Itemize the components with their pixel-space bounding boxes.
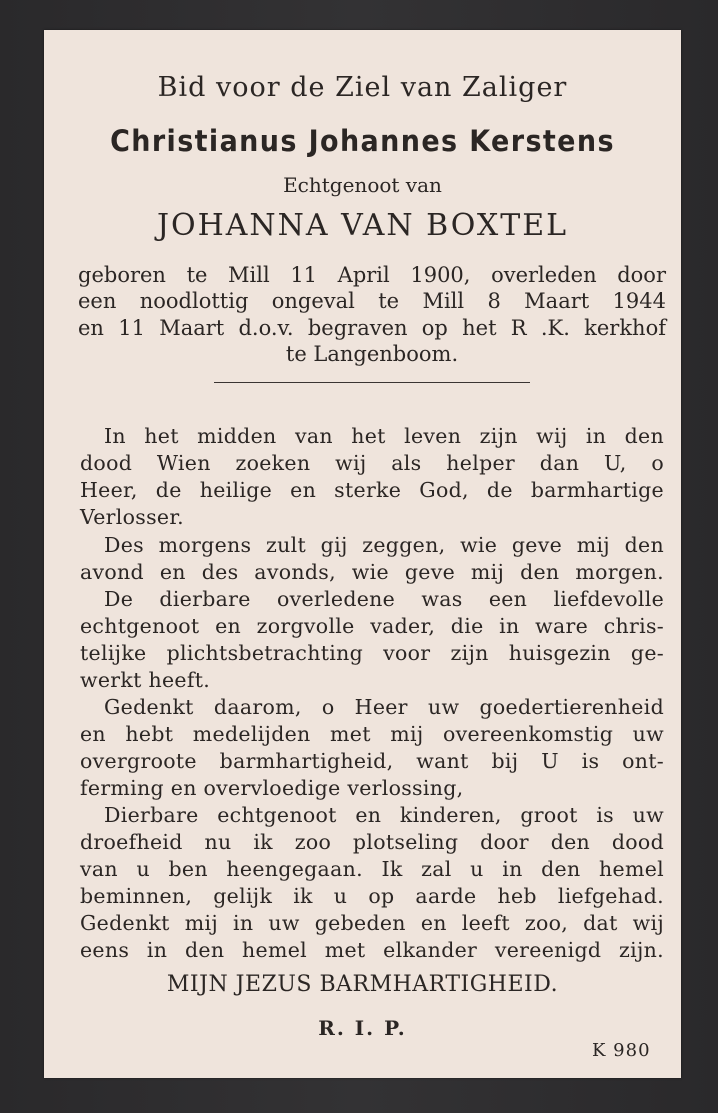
- body-line: Dierbare echtgenoot en kinderen, groot is uw: [104, 803, 664, 827]
- body-line: droefheid nu ik zoo plotseling door den dood: [80, 830, 664, 854]
- body-line: dood Wien zoeken wij als helper dan U, o: [80, 451, 664, 475]
- bio-line: een noodlottig ongeval te Mill 8 Maart 1944: [78, 289, 666, 313]
- print-code: K 980: [592, 1040, 651, 1061]
- closing-motto: MIJN JEZUS BARMHARTIGHEID.: [166, 972, 559, 997]
- body-line: eens in den hemel met elkander vereenigd zijn.: [80, 938, 664, 962]
- divider-rule: [214, 382, 530, 383]
- spouse-name: JOHANNA VAN BOXTEL: [156, 208, 569, 243]
- deceased-name: Christianus Johannes Kerstens: [110, 124, 615, 158]
- body-line: beminnen, gelijk ik u op aarde heb liefgehad.: [80, 884, 664, 908]
- body-line: Heer, de heilige en sterke God, de barmhartige: [80, 478, 664, 502]
- spouse-label: Echtgenoot van: [283, 173, 442, 197]
- invocation-heading: Bid voor de Ziel van Zaliger: [157, 72, 568, 103]
- body-line: Gedenkt daarom, o Heer uw goedertierenheid: [104, 695, 664, 719]
- bio-line: geboren te Mill 11 April 1900, overleden door: [78, 263, 666, 287]
- bio-line: en 11 Maart d.o.v. begraven op het R .K. kerkhof: [78, 316, 666, 340]
- body-line: Gedenkt mij in uw gebeden en leeft zoo, dat wij: [80, 911, 664, 935]
- body-line: echtgenoot en zorgvolle vader, die in ware chris-: [80, 614, 664, 638]
- rip-line: R. I. P.: [318, 1016, 407, 1040]
- body-line: van u ben heengegaan. Ik zal u in den hemel: [80, 857, 664, 881]
- body-line: Des morgens zult gij zeggen, wie geve mij den: [104, 533, 664, 557]
- bio-line: te Langenboom.: [285, 342, 459, 366]
- body-line: Verlosser.: [80, 505, 184, 529]
- body-line: overgroote barmhartigheid, want bij U is ont-: [80, 749, 664, 773]
- body-line: telijke plichtsbetrachting voor zijn huisgezin ge-: [80, 641, 664, 665]
- body-line: avond en des avonds, wie geve mij den morgen.: [80, 560, 664, 584]
- body-line: ferming en overvloedige verlossing,: [80, 776, 464, 800]
- body-line: en hebt medelijden met mij overeenkomstig uw: [80, 722, 664, 746]
- body-line: In het midden van het leven zijn wij in den: [104, 424, 664, 448]
- memorial-card: [44, 30, 681, 1078]
- body-line: De dierbare overledene was een liefdevolle: [104, 587, 664, 611]
- body-line: werkt heeft.: [80, 668, 211, 692]
